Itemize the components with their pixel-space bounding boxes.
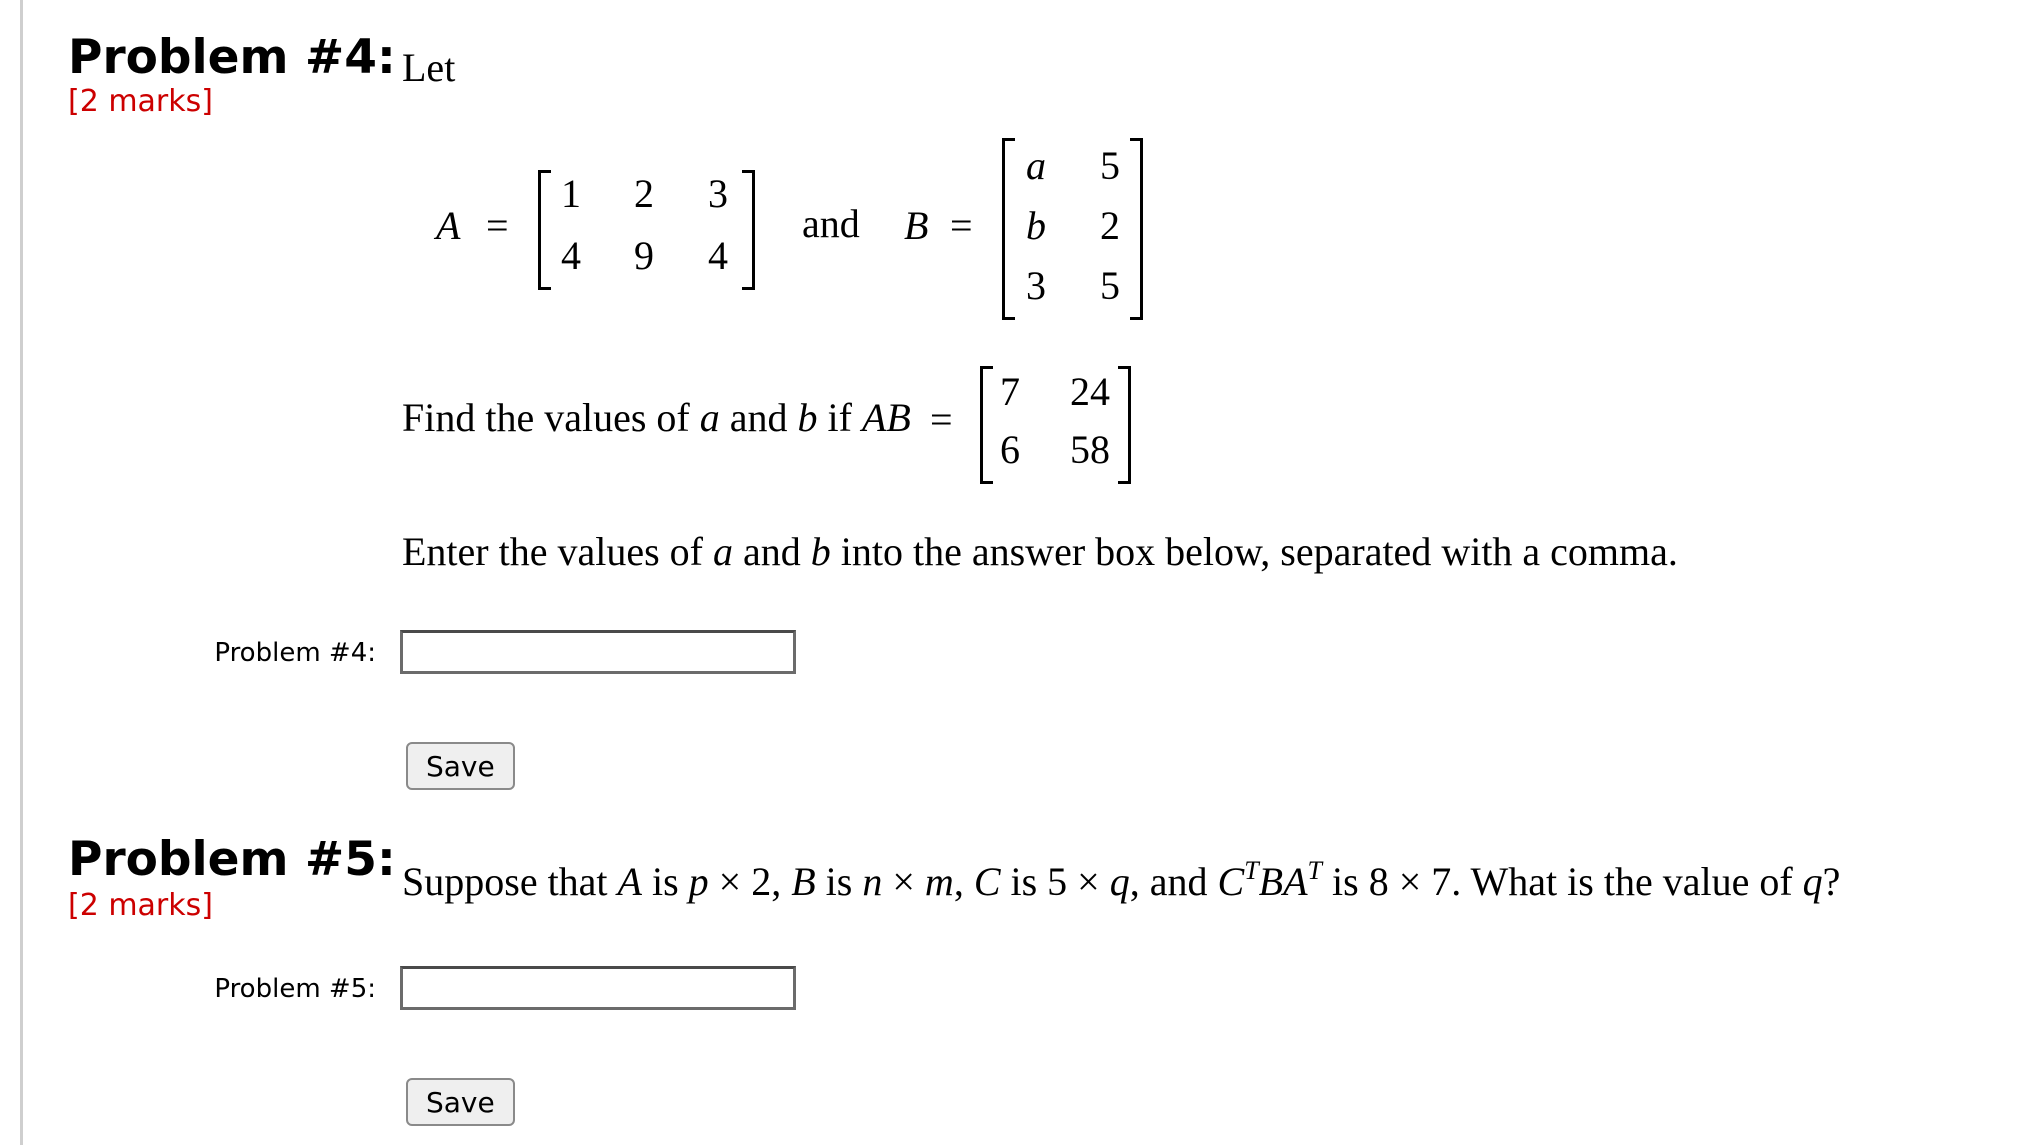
matrix-ab-cell: 58 (1070, 427, 1110, 472)
and-connector: and (802, 201, 860, 246)
problem-5-answer-input[interactable] (400, 966, 796, 1010)
matrix-b-right-bracket (1130, 138, 1143, 320)
problem-4-answer-label: Problem #4: (214, 638, 376, 668)
instruction-text: Enter the values of a and b into the answer box below, separated with a comma. (402, 529, 1678, 574)
matrix-b-cell: 5 (1100, 143, 1120, 188)
problem-4-intro: Let (402, 45, 456, 90)
find-statement: Find the values of a and b if AB (402, 395, 911, 440)
matrix-b-cell: b (1026, 203, 1046, 248)
problem-5-save-button[interactable]: Save (406, 1078, 515, 1126)
matrix-a-cell: 4 (561, 233, 581, 278)
matrix-a-cell: 3 (708, 171, 728, 216)
problem-5-title: Problem #5: (68, 832, 396, 887)
matrix-b-cell: 3 (1026, 263, 1046, 308)
matrix-b-name: B (904, 203, 929, 248)
left-border (20, 0, 23, 1145)
matrix-a-cell: 1 (561, 171, 581, 216)
matrix-b-cell: a (1026, 143, 1046, 188)
matrix-ab-right-bracket (1118, 366, 1131, 484)
problem-4-title: Problem #4: (68, 30, 396, 85)
matrix-ab-cell: 7 (1000, 369, 1020, 414)
matrix-a-cell: 9 (634, 233, 654, 278)
problem-4-answer-input[interactable] (400, 630, 796, 674)
matrix-b-cell: 2 (1100, 203, 1120, 248)
problem-5-answer-label: Problem #5: (214, 974, 376, 1004)
problem-5-marks: [2 marks] (68, 888, 213, 923)
matrix-a-right-bracket (742, 170, 755, 290)
matrix-a-cell: 2 (634, 171, 654, 216)
matrix-ab-cell: 24 (1070, 369, 1110, 414)
problem-5-question: Suppose that A is p × 2, B is n × m, C is 5 × q, and $C^TBA^T$ is 8 × 7. What is the value of q? (402, 856, 1841, 904)
matrix-ab-cell: 6 (1000, 427, 1020, 472)
problem-4-save-button[interactable]: Save (406, 742, 515, 790)
problem-4-marks: [2 marks] (68, 84, 213, 119)
matrix-a-name: A (436, 203, 461, 248)
matrix-a-equals: = (486, 203, 509, 248)
matrix-b-cell: 5 (1100, 263, 1120, 308)
matrix-b-equals: = (950, 203, 973, 248)
ab-equals: = (930, 397, 953, 442)
matrix-a-cell: 4 (708, 233, 728, 278)
